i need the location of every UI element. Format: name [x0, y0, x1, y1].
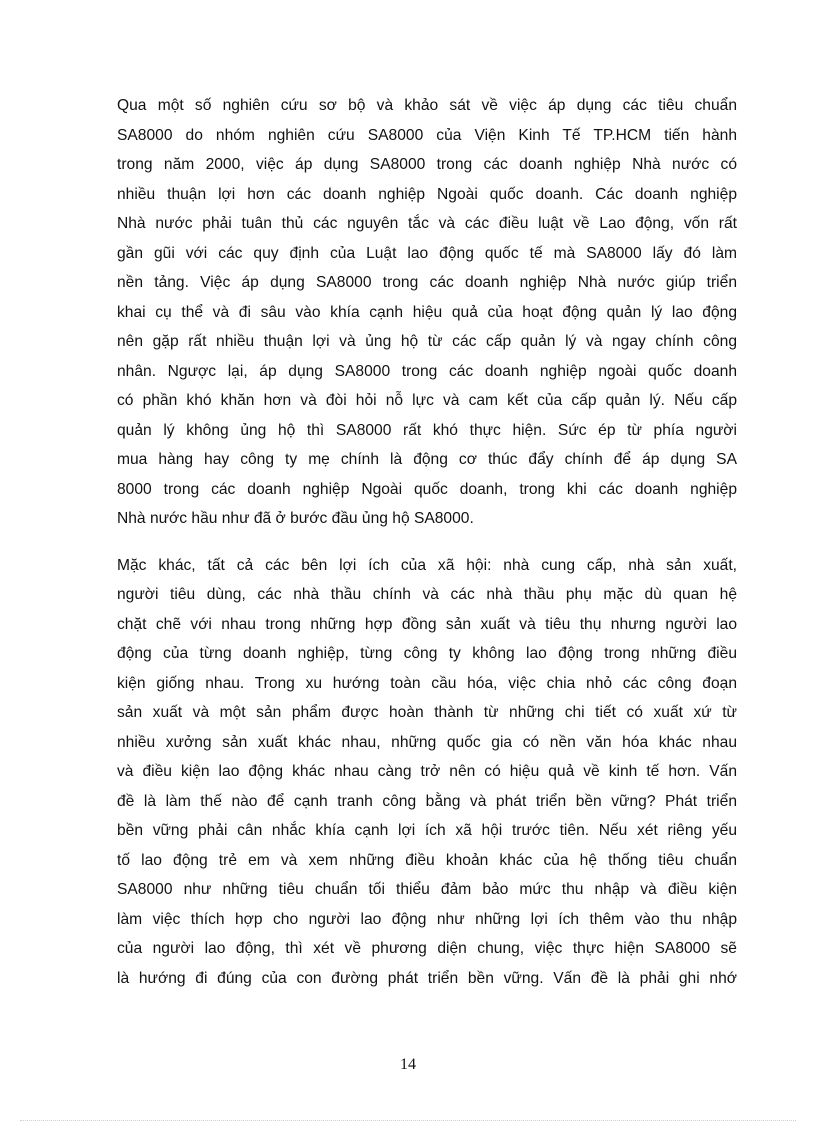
- text-line: và điều kiện lao động khác nhau càng trở nên có hiệu quả về kinh tế hơn. Vấn: [117, 763, 737, 780]
- text-line: nên gặp rất nhiều thuận lợi và ủng hộ từ các cấp quản lý và ngay chính công: [117, 333, 737, 350]
- body-text: [117, 91, 737, 993]
- text-line: làm việc thích hợp cho người lao động như những lợi ích thêm vào thu nhập: [117, 910, 737, 928]
- text-line: Nhà nước hầu như đã ở bước đầu ủng hộ SA8000.: [117, 510, 474, 527]
- text-line: nền tảng. Việc áp dụng SA8000 trong các doanh nghiệp Nhà nước giúp triển: [117, 274, 737, 291]
- paragraph-spacer: [117, 534, 737, 551]
- text-line: mua hàng hay công ty mẹ chính là động cơ thúc đẩy chính để áp dụng SA: [117, 451, 737, 468]
- text-line: có phần khó khăn hơn và đòi hỏi nỗ lực và cam kết của cấp quản lý. Nếu cấp: [117, 392, 737, 409]
- text-line: kiện giống nhau. Trong xu hướng toàn cầu hóa, việc chia nhỏ các công đoạn: [117, 674, 737, 692]
- page-bottom-divider: [20, 1120, 796, 1121]
- text-line: nhiều xưởng sản xuất khác nhau, những quốc gia có nền văn hóa khác nhau: [117, 733, 737, 751]
- text-line: nhân. Ngược lại, áp dụng SA8000 trong các doanh nghiệp ngoài quốc doanh: [117, 362, 737, 380]
- text-line: chặt chẽ với nhau trong những hợp đồng sản xuất và tiêu thụ nhưng người lao: [117, 615, 737, 633]
- text-line: đề là làm thế nào để cạnh tranh công bằng và phát triển bền vững? Phát triển: [117, 792, 737, 810]
- text-line: trong năm 2000, việc áp dụng SA8000 trong các doanh nghiệp Nhà nước có: [117, 156, 737, 173]
- text-line: Qua một số nghiên cứu sơ bộ và khảo sát về việc áp dụng các tiêu chuẩn: [117, 97, 737, 114]
- text-line: 8000 trong các doanh nghiệp Ngoài quốc doanh, trong khi các doanh nghiệp: [117, 480, 737, 498]
- text-line: khai cụ thể và đi sâu vào khía cạnh hiệu quả của hoạt động quản lý lao động: [117, 303, 737, 321]
- text-line: Mặc khác, tất cả các bên lợi ích của xã hội: nhà cung cấp, nhà sản xuất,: [117, 556, 737, 574]
- text-line: SA8000 do nhóm nghiên cứu SA8000 của Viện Kinh Tế TP.HCM tiến hành: [117, 126, 737, 144]
- text-line: động của từng doanh nghiệp, từng công ty không lao động trong những điều: [117, 645, 737, 662]
- text-line: SA8000 như những tiêu chuẩn tối thiểu đảm bảo mức thu nhập và điều kiện: [117, 881, 737, 898]
- page-number: 14: [400, 1056, 416, 1073]
- paragraph-2: [117, 551, 737, 994]
- text-line: của người lao động, thì xét về phương diện chung, việc thực hiện SA8000 sẽ: [117, 940, 737, 957]
- text-line: Nhà nước phải tuân thủ các nguyên tắc và các điều luật về Lao động, vốn rất: [117, 215, 737, 232]
- text-line: nhiều thuận lợi hơn các doanh nghiệp Ngoài quốc doanh. Các doanh nghiệp: [117, 185, 737, 203]
- text-line: người tiêu dùng, các nhà thầu chính và các nhà thầu phụ mặc dù quan hệ: [117, 586, 737, 603]
- text-line: bền vững phải cân nhắc khía cạnh lợi ích xã hội trước tiên. Nếu xét riêng yếu: [117, 822, 737, 839]
- paragraph-1: [117, 91, 737, 534]
- text-line: tố lao động trẻ em và xem những điều khoản khác của hệ thống tiêu chuẩn: [117, 851, 737, 869]
- text-line: sản xuất và một sản phẩm được hoàn thành từ những chi tiết có xuất xứ từ: [117, 704, 737, 721]
- text-line: quản lý không ủng hộ thì SA8000 rất khó thực hiện. Sức ép từ phía người: [117, 421, 737, 439]
- text-line: là hướng đi đúng của con đường phát triển bền vững. Vấn đề là phải ghi nhớ: [117, 969, 737, 987]
- text-line: gần gũi với các quy định của Luật lao động quốc tế mà SA8000 lấy đó làm: [117, 244, 737, 262]
